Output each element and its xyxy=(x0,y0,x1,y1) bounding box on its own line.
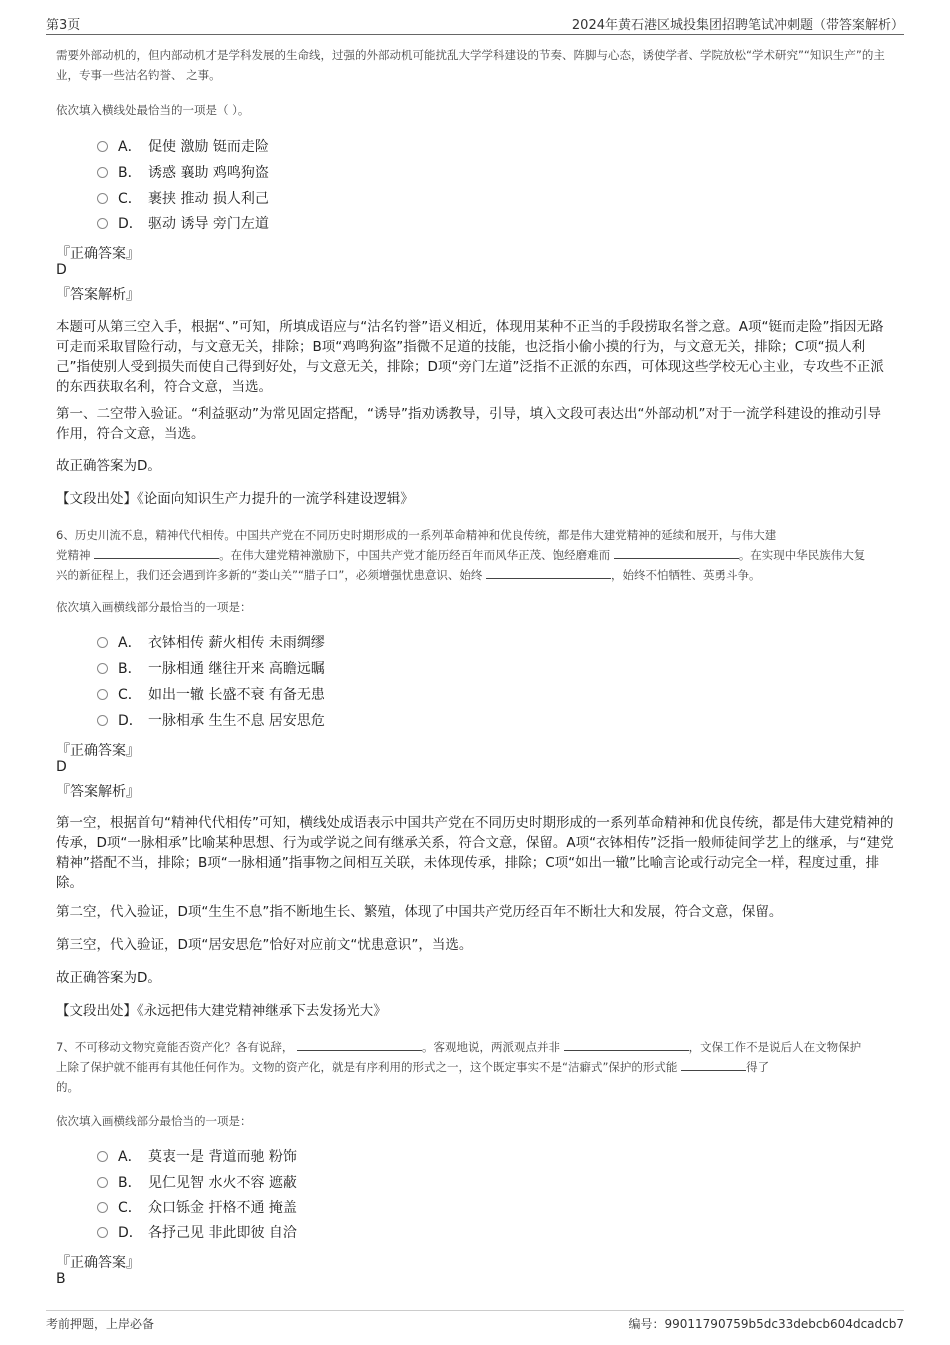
q5-prompt: 依次填入横线处最恰当的一项是（ ）。 xyxy=(56,103,250,117)
q7-prompt: 依次填入画横线部分最恰当的一项是： xyxy=(56,1114,252,1128)
q6-option-c[interactable]: C． 如出一辙 长盛不衰 有备无患 xyxy=(97,684,325,706)
radio-icon[interactable] xyxy=(97,218,108,229)
radio-icon[interactable] xyxy=(97,1202,108,1213)
page-number: 第3页 xyxy=(46,18,81,33)
q5-option-c[interactable]: C． 裹挟 推动 损人利己 xyxy=(97,188,269,210)
q5-option-b[interactable]: B． 诱惑 襄助 鸡鸣狗盗 xyxy=(97,162,269,184)
q7-passage: 7、不可移动文物究竟能否资产化？各有说辞， 。客观地说，两派观点并非 ，文保工作不是说后人在文物保护 上除了保护就不能再有其他任何作为。文物的资产化，就是有序利用的形式之一，这个既定事实不是“洁癖式”保护的形式能 得了 的。 xyxy=(56,1040,862,1094)
q7-answer: B xyxy=(56,1271,66,1287)
q7-option-c[interactable]: C． 众口铄金 扞格不通 掩盖 xyxy=(97,1197,297,1219)
q6-prompt: 依次填入画横线部分最恰当的一项是： xyxy=(56,600,252,614)
blank-1 xyxy=(297,1038,422,1051)
q5-source: 【文段出处】《论面向知识生产力提升的一流学科建设逻辑》 xyxy=(56,491,414,507)
radio-icon[interactable] xyxy=(97,637,108,648)
q7-option-d[interactable]: D． 各抒己见 非此即彼 自洽 xyxy=(97,1222,297,1244)
q6-answer-label: 『正确答案』 xyxy=(56,743,140,759)
q6-analysis-3: 第三空，代入验证，D项“居安思危”恰好对应前文“忧患意识”，当选。 xyxy=(56,937,473,953)
radio-icon[interactable] xyxy=(97,141,108,152)
q6-analysis-2: 第二空，代入验证，D项“生生不息”指不断地生长、繁殖，体现了中国共产党历经百年不断壮大和发展，符合文意，保留。 xyxy=(56,904,783,920)
q5-passage: 需要外部动机的，但内部动机才是学科发展的生命线，过强的外部动机可能扰乱大学学科建设的节奏、阵脚与心态，诱使学者、学院放松“学术研究”“知识生产”的主业，专事一些沽名钓誉、 之事。 xyxy=(56,48,885,82)
q5-analysis-3: 故正确答案为D。 xyxy=(56,458,161,474)
q6-option-b[interactable]: B． 一脉相通 继往开来 高瞻远瞩 xyxy=(97,658,325,680)
page-header xyxy=(46,12,904,35)
radio-icon[interactable] xyxy=(97,1177,108,1188)
q6-answer: D xyxy=(56,759,67,775)
blank-3 xyxy=(681,1058,746,1071)
blank-2 xyxy=(564,1038,689,1051)
q6-analysis-1: 第一空，根据首句“精神代代相传”可知，横线处成语表示中国共产党在不同历史时期形成的一系列革命精神和优良传统，都是伟大建党精神的传承，D项“一脉相承”比喻某种思想、行为或学说之间有继承关系，符合文意，保留。A项“衣钵相传”泛指一般师徒间学艺上的继承，与“建党精神”搭配不当，排除；B项“一脉相通”指事物之间相互关联，未体现传承，排除；C项“如出一辙”比喻言论或行动完全一样，程度过重，排除。 xyxy=(56,815,894,891)
radio-icon[interactable] xyxy=(97,715,108,726)
q5-option-d[interactable]: D． 驱动 诱导 旁门左道 xyxy=(97,213,269,235)
radio-icon[interactable] xyxy=(97,167,108,178)
radio-icon[interactable] xyxy=(97,1151,108,1162)
radio-icon[interactable] xyxy=(97,193,108,204)
q5-answer-label: 『正确答案』 xyxy=(56,246,140,262)
radio-icon[interactable] xyxy=(97,689,108,700)
blank-1 xyxy=(94,546,219,559)
q7-option-a[interactable]: A． 莫衷一是 背道而驰 粉饰 xyxy=(97,1146,297,1168)
radio-icon[interactable] xyxy=(97,1227,108,1238)
q5-analysis-2: 第一、二空带入验证。“利益驱动”为常见固定搭配，“诱导”指劝诱教导，引导，填入文段可表达出“外部动机”对于一流学科建设的推动引导作用，符合文意，当选。 xyxy=(56,406,881,442)
q6-analysis-label: 『答案解析』 xyxy=(56,784,140,800)
q6-source: 【文段出处】《永远把伟大建党精神继承下去发扬光大》 xyxy=(56,1003,387,1019)
q7-option-b[interactable]: B． 见仁见智 水火不容 遮蔽 xyxy=(97,1172,297,1194)
q5-analysis-1: 本题可从第三空入手，根据“、”可知，所填成语应与“沽名钓誉”语义相近，体现用某种不正当的手段捞取名誉之意。A项“铤而走险”指因无路可走而采取冒险行动，与文意无关，排除；B项“鸡鸣狗盗”指微不足道的技能，也泛指小偷小摸的行为，与文意无关，排除；C项“损人利己”指使别人受到损失而使自己得到好处，与文意无关，排除；D项“旁门左道”泛指不正派的东西，可体现这些学校无心主业，专攻些不正派的东西获取名利，符合文意，当选。 xyxy=(56,319,884,395)
blank-2 xyxy=(614,546,739,559)
q6-option-d[interactable]: D． 一脉相承 生生不息 居安思危 xyxy=(97,710,325,732)
q6-option-a[interactable]: A． 衣钵相传 薪火相传 未雨绸缪 xyxy=(97,632,325,654)
q5-option-a[interactable]: A． 促使 激励 铤而走险 xyxy=(97,136,269,158)
blank-3 xyxy=(486,566,611,579)
q6-analysis-4: 故正确答案为D。 xyxy=(56,970,161,986)
q7-answer-label: 『正确答案』 xyxy=(56,1255,140,1271)
q5-analysis-label: 『答案解析』 xyxy=(56,287,140,303)
q5-answer: D xyxy=(56,262,67,278)
footer-serial: 编号：99011790759b5dc33debcb604dcadcb7 xyxy=(628,1317,904,1331)
q6-passage: 6、历史川流不息，精神代代相传。中国共产党在不同历史时期形成的一系列革命精神和优良传统，都是伟大建党精神的延续和展开，与伟大建 党精神 。在伟大建党精神激励下，中国共产党才能历经百年而风华正茂、饱经磨难而 。在实现中华民族伟大复 兴的新征程上，我们还会遇到许多新的“娄山关”“腊子口”，必须增强忧患意识、始终 ，始终不怕牺牲、英勇斗争。 xyxy=(56,528,866,582)
footer-slogan: 考前押题，上岸必备 xyxy=(46,1317,155,1331)
radio-icon[interactable] xyxy=(97,663,108,674)
document-title: 2024年黄石港区城投集团招聘笔试冲刺题（带答案解析） xyxy=(571,18,904,33)
page-footer xyxy=(46,1310,904,1341)
